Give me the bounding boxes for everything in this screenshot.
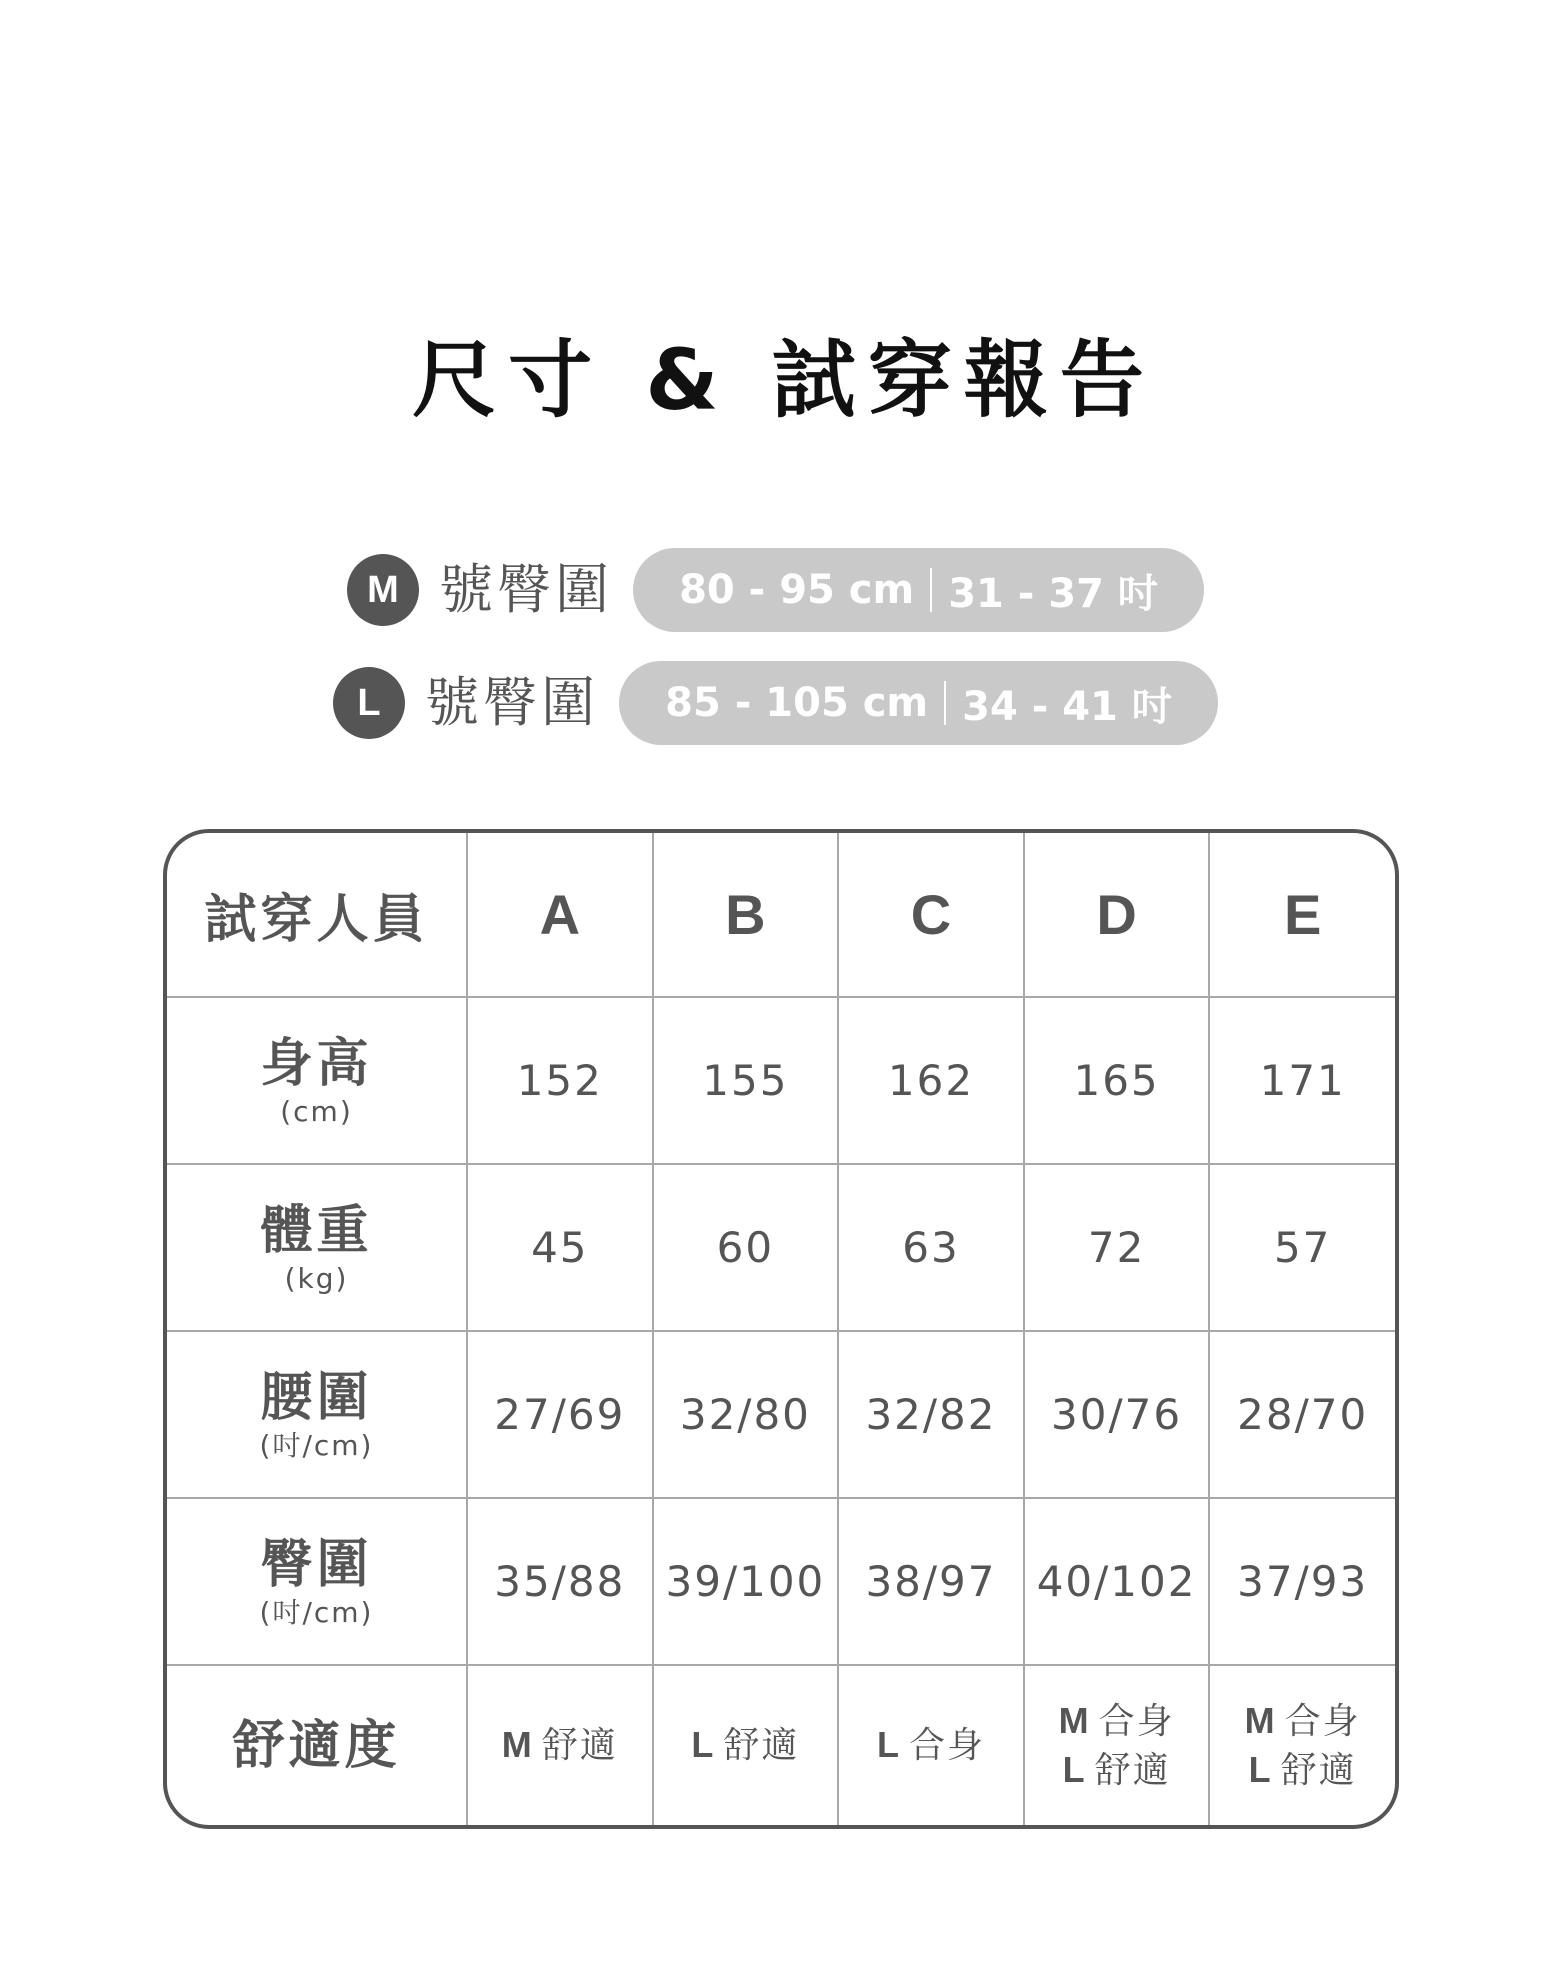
person-a: A bbox=[539, 883, 581, 946]
table-cell bbox=[1209, 1331, 1395, 1498]
fit-word: 舒適 bbox=[1094, 1749, 1171, 1791]
cell-value: 38/97 bbox=[865, 1557, 997, 1606]
table-cell bbox=[653, 1164, 839, 1331]
person-c: C bbox=[910, 883, 952, 946]
cell-value: 162 bbox=[887, 1056, 975, 1105]
table-row-comfort bbox=[167, 1665, 1395, 1825]
cell-value: 32/80 bbox=[679, 1390, 811, 1439]
cell-value: 60 bbox=[716, 1223, 775, 1272]
fit-entry bbox=[1210, 1697, 1395, 1746]
fit-word: 合身 bbox=[1098, 1700, 1175, 1742]
fit-report-table bbox=[163, 829, 1399, 1829]
size-range-cm-l: 85 - 105 cm bbox=[665, 680, 929, 726]
row-unit-weight: (kg) bbox=[284, 1261, 349, 1295]
table-cell bbox=[838, 1665, 1024, 1825]
table-cell bbox=[653, 1331, 839, 1498]
table-cell bbox=[1024, 1665, 1210, 1825]
cell-value: 63 bbox=[902, 1223, 960, 1272]
fit-entry bbox=[654, 1721, 838, 1770]
row-unit-height: (cm) bbox=[280, 1094, 353, 1128]
fit-word: 合身 bbox=[1284, 1700, 1361, 1742]
table-cell bbox=[1209, 1498, 1395, 1665]
table-row-waist bbox=[167, 1331, 1395, 1498]
table-row-height bbox=[167, 997, 1395, 1164]
row-unit-hip: (吋/cm) bbox=[259, 1595, 374, 1629]
row-label-cell bbox=[167, 1331, 467, 1498]
row-label-height: 身高 bbox=[260, 1033, 373, 1094]
cell-value: 152 bbox=[516, 1056, 603, 1105]
header-person-cell bbox=[838, 833, 1024, 997]
fit-entry bbox=[839, 1721, 1023, 1770]
fit-word: 舒適 bbox=[723, 1725, 800, 1766]
fit-word: 合身 bbox=[908, 1725, 985, 1766]
table-row-weight bbox=[167, 1164, 1395, 1331]
cell-value: 57 bbox=[1273, 1223, 1332, 1272]
table-cell bbox=[1024, 997, 1210, 1164]
fit-size: M bbox=[501, 1724, 532, 1765]
table-cell bbox=[1209, 1164, 1395, 1331]
fit-entry bbox=[1025, 1746, 1209, 1795]
header-person-cell bbox=[653, 833, 839, 997]
cell-value: 171 bbox=[1259, 1056, 1346, 1105]
size-guide-l bbox=[333, 661, 1218, 745]
row-label-cell bbox=[167, 1498, 467, 1665]
pill-divider bbox=[930, 568, 932, 612]
fit-word: 舒適 bbox=[1280, 1749, 1357, 1791]
fit-size: L bbox=[876, 1724, 899, 1765]
cell-value: 28/70 bbox=[1237, 1390, 1369, 1439]
size-label-m: 號臀圍 bbox=[439, 558, 613, 621]
row-label-hip: 臀圍 bbox=[260, 1534, 373, 1595]
person-b: B bbox=[725, 883, 766, 946]
table-header-row bbox=[167, 833, 1395, 997]
size-range-cm-m: 80 - 95 cm bbox=[679, 567, 915, 613]
cell-value: 27/69 bbox=[494, 1390, 626, 1439]
fit-entry bbox=[468, 1721, 652, 1770]
table-cell bbox=[1024, 1498, 1210, 1665]
fit-word: 舒適 bbox=[541, 1725, 618, 1766]
row-label-cell bbox=[167, 997, 467, 1164]
page-title: 尺寸 & 試穿報告 bbox=[412, 331, 1156, 429]
table-cell bbox=[653, 997, 839, 1164]
cell-value: 30/76 bbox=[1051, 1390, 1183, 1439]
cell-value: 39/100 bbox=[665, 1557, 826, 1606]
table-cell bbox=[838, 1164, 1024, 1331]
size-badge-m: M bbox=[347, 554, 419, 626]
table-row-hip bbox=[167, 1498, 1395, 1665]
pill-divider bbox=[944, 681, 946, 725]
table-cell bbox=[838, 997, 1024, 1164]
cell-value: 165 bbox=[1073, 1056, 1160, 1105]
table-cell bbox=[1024, 1331, 1210, 1498]
size-badge-l: L bbox=[333, 667, 405, 739]
cell-value: 37/93 bbox=[1237, 1557, 1369, 1606]
table-cell bbox=[467, 1498, 653, 1665]
row-label-cell bbox=[167, 1164, 467, 1331]
size-range-inch-l: 34 - 41 吋 bbox=[962, 683, 1172, 730]
fit-size: L bbox=[1062, 1748, 1085, 1790]
table-cell bbox=[838, 1331, 1024, 1498]
person-d: D bbox=[1096, 883, 1137, 946]
size-range-pill-m bbox=[633, 548, 1204, 632]
fit-entry bbox=[1210, 1746, 1395, 1795]
table-cell bbox=[467, 997, 653, 1164]
table-cell bbox=[467, 1164, 653, 1331]
header-label: 試穿人員 bbox=[204, 890, 429, 950]
row-label-cell bbox=[167, 1665, 467, 1825]
row-label-comfort: 舒適度 bbox=[232, 1715, 401, 1776]
header-person-cell bbox=[1209, 833, 1395, 997]
cell-value: 32/82 bbox=[865, 1390, 997, 1439]
size-range-inch-m: 31 - 37 吋 bbox=[948, 570, 1158, 617]
table-cell bbox=[1209, 997, 1395, 1164]
table-cell bbox=[1024, 1164, 1210, 1331]
fit-entry bbox=[1025, 1697, 1209, 1746]
cell-value: 72 bbox=[1087, 1223, 1146, 1272]
fit-size: L bbox=[691, 1724, 714, 1765]
table-cell bbox=[1209, 1665, 1395, 1825]
size-label-l: 號臀圍 bbox=[425, 671, 599, 734]
fit-size: M bbox=[1058, 1699, 1089, 1741]
person-e: E bbox=[1284, 883, 1322, 946]
table-cell bbox=[653, 1498, 839, 1665]
table-cell bbox=[838, 1498, 1024, 1665]
row-unit-waist: (吋/cm) bbox=[259, 1428, 374, 1462]
fit-size: M bbox=[1244, 1699, 1275, 1741]
cell-value: 155 bbox=[702, 1056, 789, 1105]
header-person-cell bbox=[1024, 833, 1210, 997]
cell-value: 40/102 bbox=[1036, 1557, 1197, 1606]
size-range-pill-l bbox=[619, 661, 1218, 745]
cell-value: 45 bbox=[531, 1223, 589, 1272]
table-cell bbox=[653, 1665, 839, 1825]
table-cell bbox=[467, 1331, 653, 1498]
row-label-waist: 腰圍 bbox=[260, 1367, 373, 1428]
header-label-cell bbox=[167, 833, 467, 997]
size-guide-m bbox=[347, 548, 1204, 632]
header-person-cell bbox=[467, 833, 653, 997]
row-label-weight: 體重 bbox=[260, 1200, 373, 1261]
fit-size: L bbox=[1248, 1748, 1271, 1790]
cell-value: 35/88 bbox=[494, 1557, 626, 1606]
table-cell bbox=[467, 1665, 653, 1825]
